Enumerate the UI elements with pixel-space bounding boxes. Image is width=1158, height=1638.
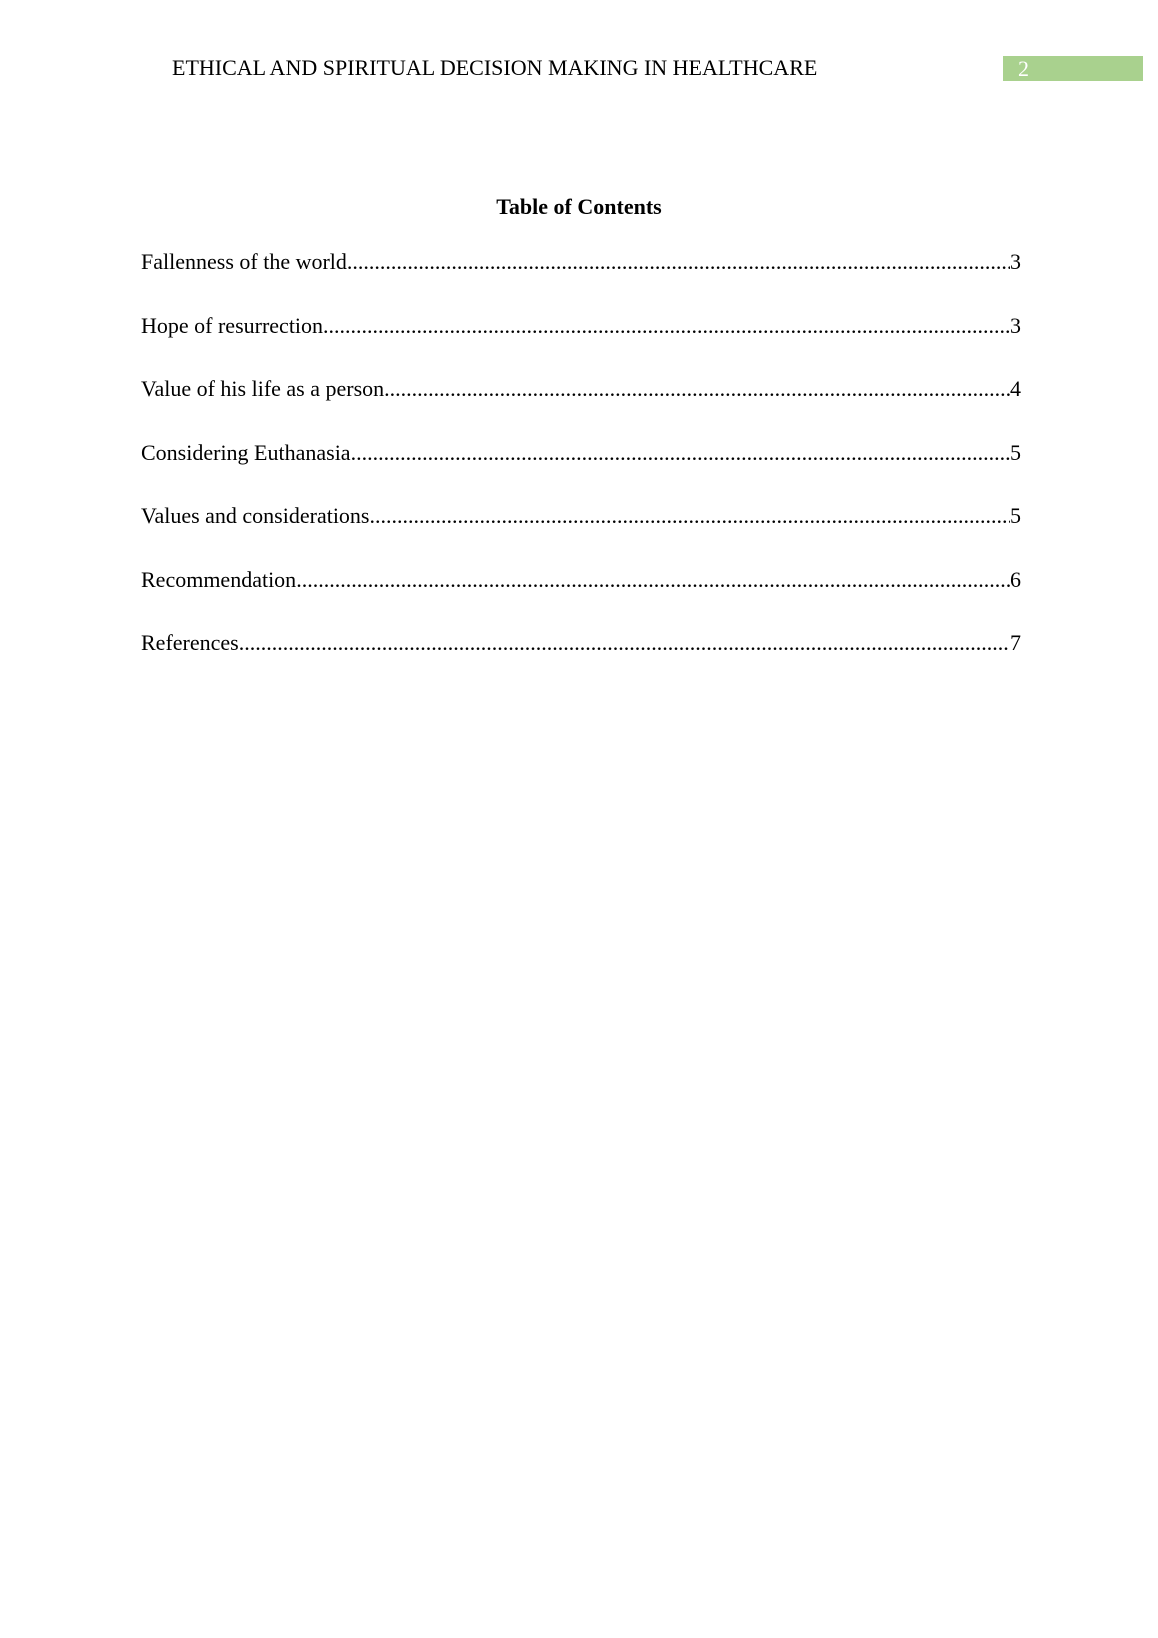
toc-entry-text: Considering Euthanasia [141,439,351,465]
toc-entry-page: 5 [1010,439,1021,465]
toc-entry-fallenness[interactable] [141,248,1021,312]
toc-entry-text: Values and considerations [141,503,370,528]
toc-entry-euthanasia[interactable] [141,439,1021,503]
toc-entry-text: Fallenness of the world [141,249,347,274]
toc-entry-values[interactable] [141,502,1021,566]
toc-entry-page: 3 [1010,312,1021,338]
toc-entry-text: Hope of resurrection [141,312,324,338]
toc-entry-recommendation[interactable] [141,566,1021,630]
toc-entry-page: 5 [1010,503,1021,528]
toc-leader-dots [296,566,1010,594]
toc-entry-text: Recommendation [141,566,297,592]
toc-leader-dots [323,312,1010,340]
toc-leader-dots [347,248,1010,276]
table-of-contents [141,248,1021,693]
toc-entry-references[interactable] [141,629,1021,693]
toc-leader-dots [239,629,1010,657]
toc-entry-text: Value of his life as a person [141,376,385,401]
page-number-badge: 2 [1003,56,1143,81]
toc-entry-page: 6 [1010,566,1021,592]
toc-title: Table of Contents [496,194,662,219]
running-title: ETHICAL AND SPIRITUAL DECISION MAKING IN HEALTHCARE [172,55,818,80]
toc-entry-hope[interactable] [141,312,1021,376]
toc-leader-dots [384,375,1010,403]
toc-entry-page: 7 [1010,630,1021,655]
page-header [0,54,1158,82]
toc-entry-page: 4 [1010,376,1021,401]
toc-leader-dots [370,502,1011,530]
toc-entry-text: References [141,630,239,655]
toc-entry-page: 3 [1010,249,1021,274]
toc-entry-value-of-life[interactable] [141,375,1021,439]
toc-leader-dots [351,439,1010,467]
